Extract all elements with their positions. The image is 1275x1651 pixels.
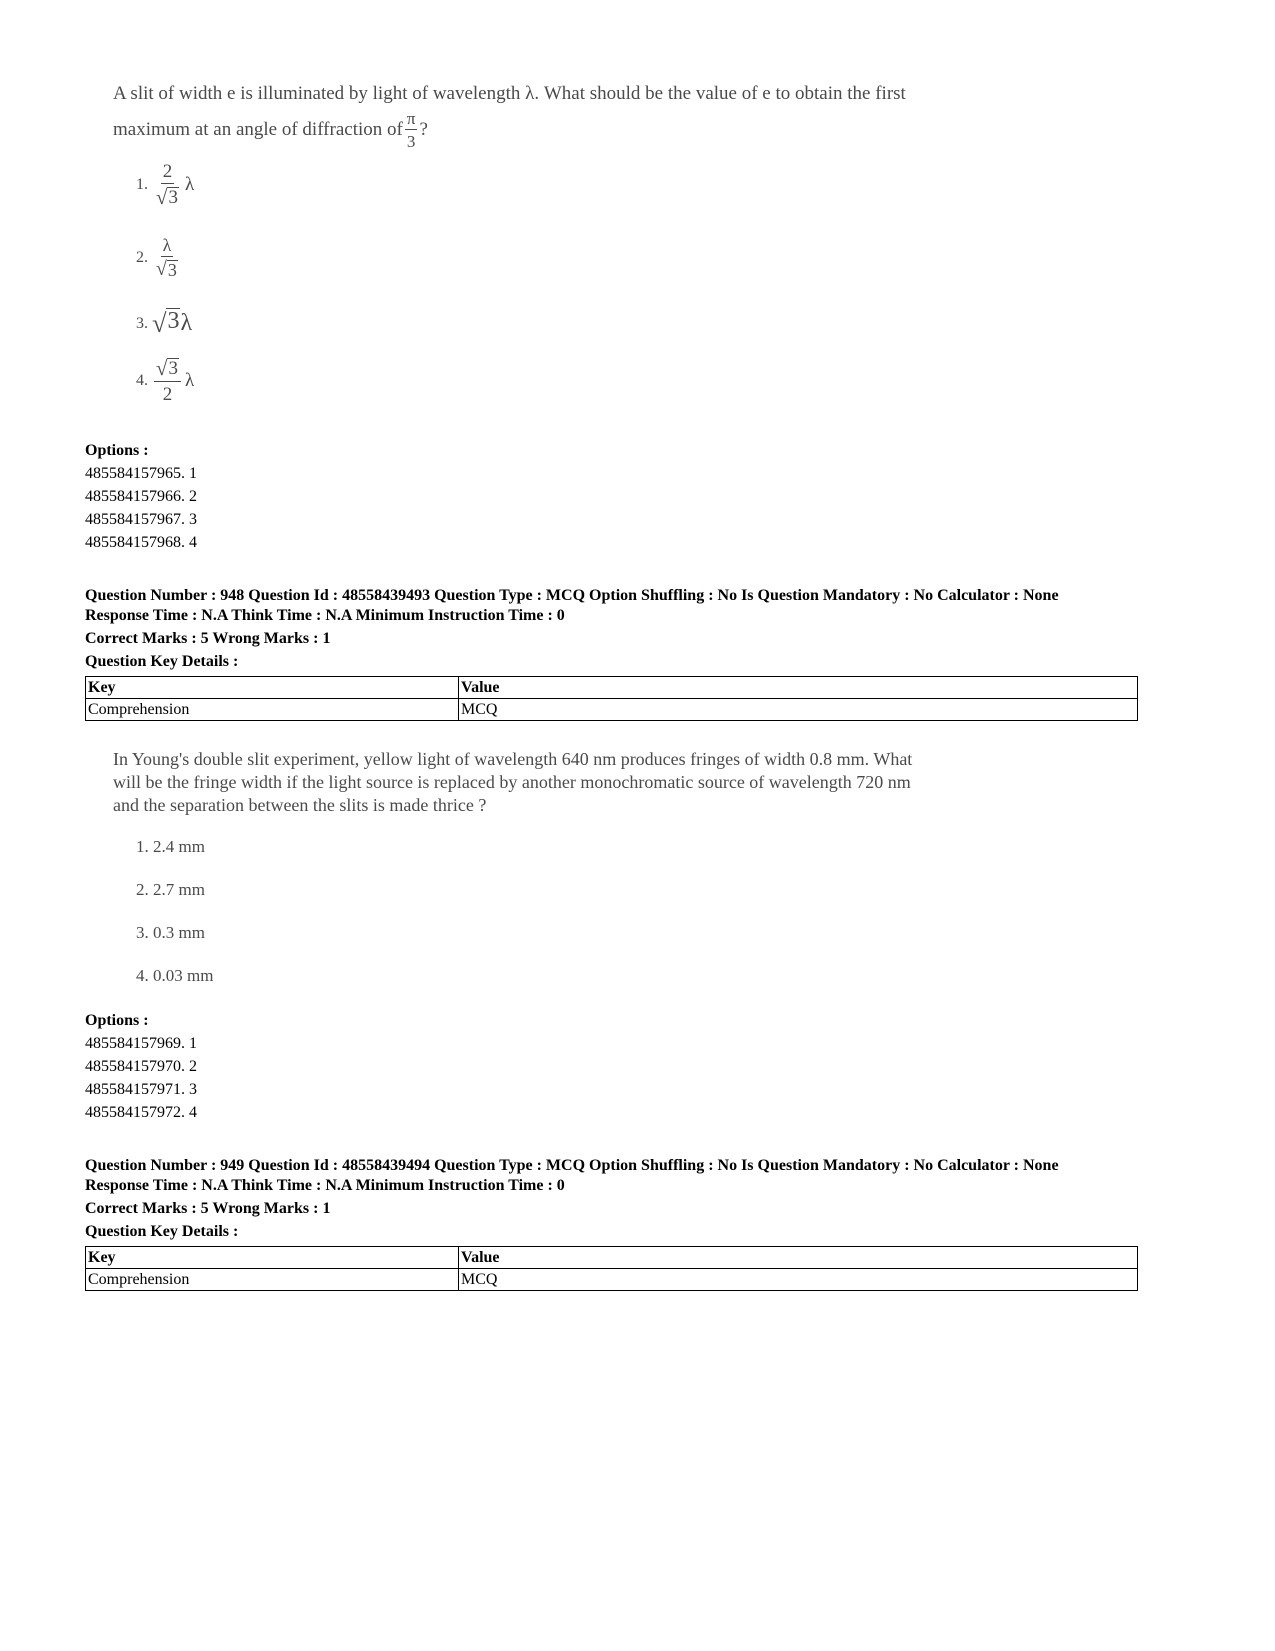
option-row: 485584157968. 4 bbox=[85, 534, 197, 551]
option-row: 485584157971. 3 bbox=[85, 1081, 197, 1098]
choice-number: 3. bbox=[136, 314, 148, 332]
q949-marks: Correct Marks : 5 Wrong Marks : 1 bbox=[85, 1200, 331, 1217]
sqrt-symbol: √ bbox=[152, 308, 167, 338]
q947-text-line2-wrap bbox=[113, 110, 973, 150]
choice-fraction bbox=[154, 358, 181, 404]
radicand: 3 bbox=[168, 187, 178, 208]
sqrt-symbol: √ bbox=[156, 185, 168, 209]
q947-choice-3 bbox=[136, 308, 192, 339]
q947-choice-2 bbox=[136, 236, 182, 280]
radicand: 3 bbox=[167, 260, 177, 280]
q947-qmark: ? bbox=[419, 119, 428, 140]
fraction-numerator: λ bbox=[162, 235, 172, 255]
q948-text-line: will be the fringe width if the light source is replaced by another monochromatic source of wavelength 720 nm bbox=[113, 772, 911, 792]
table-header-row bbox=[86, 1247, 1138, 1269]
q948-text-line: In Young's double slit experiment, yellow light of wavelength 640 nm produces fringes of width 0.8 mm. What bbox=[113, 749, 913, 769]
q947-text-line1: A slit of width e is illuminated by light of wavelength λ. What should be the value of e to obtain the first bbox=[113, 83, 906, 104]
q948-meta bbox=[85, 586, 1185, 626]
choice-suffix: λ bbox=[180, 310, 193, 336]
option-row: 485584157967. 3 bbox=[85, 511, 197, 528]
options-label: Options : bbox=[85, 1012, 149, 1029]
fraction-denominator-sqrt bbox=[154, 257, 180, 280]
q947-question-text bbox=[113, 82, 973, 150]
table-cell-key: Comprehension bbox=[86, 1269, 459, 1291]
table-header-row bbox=[86, 677, 1138, 699]
q947-angle-num: π bbox=[406, 109, 416, 128]
q948-choice-1: 1. 2.4 mm bbox=[136, 837, 205, 856]
q948-choice-2: 2. 2.7 mm bbox=[136, 880, 205, 899]
choice-number: 2. bbox=[136, 248, 148, 266]
q947-options-block bbox=[85, 440, 197, 554]
q948-marks: Correct Marks : 5 Wrong Marks : 1 bbox=[85, 630, 331, 647]
table-row bbox=[86, 699, 1138, 721]
table-cell-value: MCQ bbox=[459, 1269, 1138, 1291]
choice-number: 4. bbox=[136, 371, 148, 389]
choice-fraction bbox=[154, 236, 180, 280]
choice-number: 1. bbox=[136, 175, 148, 193]
sqrt-symbol: √ bbox=[156, 258, 167, 280]
option-row: 485584157970. 2 bbox=[85, 1058, 197, 1075]
q948-meta-line1: Question Number : 948 Question Id : 48558439493 Question Type : MCQ Option Shuffling : No Is Question Mandatory : No Calculator : None bbox=[85, 587, 1059, 604]
q948-choice-4: 4. 0.03 mm bbox=[136, 966, 214, 985]
fraction-numerator: 2 bbox=[162, 161, 173, 182]
option-row: 485584157965. 1 bbox=[85, 465, 197, 482]
choice-fraction bbox=[154, 162, 181, 208]
q949-key-table bbox=[85, 1246, 1138, 1291]
q948-meta-line2: Response Time : N.A Think Time : N.A Minimum Instruction Time : 0 bbox=[85, 607, 565, 624]
q949-key-details-label: Question Key Details : bbox=[85, 1223, 239, 1240]
q947-angle-den: 3 bbox=[406, 132, 416, 151]
fraction-numerator-sqrt bbox=[154, 358, 181, 382]
option-row: 485584157972. 4 bbox=[85, 1104, 197, 1121]
q949-meta bbox=[85, 1156, 1185, 1196]
fraction-denominator: 2 bbox=[162, 383, 173, 405]
options-label: Options : bbox=[85, 442, 149, 459]
q947-choice-4 bbox=[136, 358, 194, 404]
q949-meta-line2: Response Time : N.A Think Time : N.A Minimum Instruction Time : 0 bbox=[85, 1177, 565, 1194]
q948-question-text bbox=[113, 748, 1013, 817]
sqrt-symbol: √ bbox=[156, 356, 168, 380]
choice-suffix: λ bbox=[184, 369, 195, 391]
q947-choice-1 bbox=[136, 162, 194, 208]
table-header-key: Key bbox=[86, 1247, 459, 1269]
q948-key-details-label: Question Key Details : bbox=[85, 653, 239, 670]
q948-text-line: and the separation between the slits is made thrice ? bbox=[113, 795, 487, 815]
table-header-value: Value bbox=[459, 1247, 1138, 1269]
q948-key-table bbox=[85, 676, 1138, 721]
table-cell-key: Comprehension bbox=[86, 699, 459, 721]
radicand: 3 bbox=[167, 308, 180, 334]
table-header-value: Value bbox=[459, 677, 1138, 699]
table-header-key: Key bbox=[86, 677, 459, 699]
q949-meta-line1: Question Number : 949 Question Id : 48558439494 Question Type : MCQ Option Shuffling : No Is Question Mandatory : No Calculator : None bbox=[85, 1157, 1059, 1174]
choice-suffix: λ bbox=[184, 173, 195, 195]
q948-options-block bbox=[85, 1010, 197, 1124]
radicand: 3 bbox=[168, 358, 178, 379]
q947-text-line2: maximum at an angle of diffraction of bbox=[113, 119, 403, 140]
q948-choice-3: 3. 0.3 mm bbox=[136, 923, 205, 942]
q947-angle-fraction bbox=[405, 110, 418, 150]
fraction-denominator-sqrt bbox=[154, 184, 181, 208]
option-row: 485584157966. 2 bbox=[85, 488, 197, 505]
choice-sqrt bbox=[152, 308, 180, 339]
option-row: 485584157969. 1 bbox=[85, 1035, 197, 1052]
table-row bbox=[86, 1269, 1138, 1291]
table-cell-value: MCQ bbox=[459, 699, 1138, 721]
